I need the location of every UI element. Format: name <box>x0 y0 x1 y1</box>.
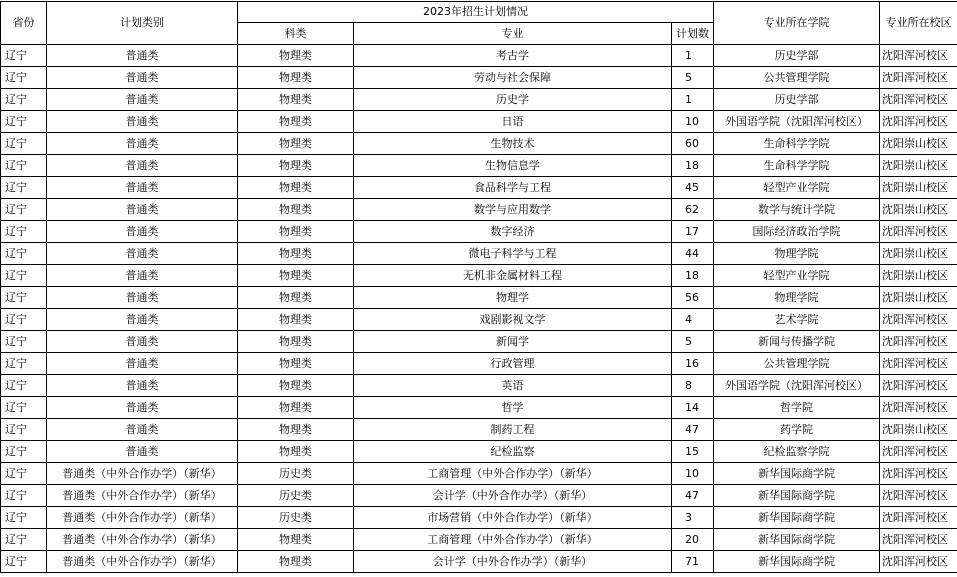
cell-plan-count: 1 <box>672 45 714 67</box>
cell-plan-category: 普通类 <box>47 419 238 441</box>
table-row <box>1 375 957 397</box>
cell-college: 轻型产业学院 <box>714 177 880 199</box>
cell-plan-category: 普通类 <box>47 309 238 331</box>
cell-subject: 历史类 <box>238 463 354 485</box>
cell-subject: 物理类 <box>238 287 354 309</box>
cell-plan-category: 普通类 <box>47 331 238 353</box>
cell-college: 轻型产业学院 <box>714 265 880 287</box>
cell-subject: 物理类 <box>238 133 354 155</box>
table-row <box>1 441 957 463</box>
table-row <box>1 111 957 133</box>
cell-college: 公共管理学院 <box>714 67 880 89</box>
cell-plan-count: 10 <box>672 463 714 485</box>
cell-plan-count: 15 <box>672 441 714 463</box>
cell-college: 新闻与传播学院 <box>714 331 880 353</box>
cell-subject: 物理类 <box>238 331 354 353</box>
cell-subject: 物理类 <box>238 419 354 441</box>
cell-plan-category: 普通类（中外合作办学）（新华） <box>47 463 238 485</box>
cell-campus: 沈阳浑河校区 <box>880 221 957 243</box>
cell-province: 辽宁 <box>1 155 47 177</box>
cell-plan-category: 普通类（中外合作办学）（新华） <box>47 507 238 529</box>
cell-campus: 沈阳浑河校区 <box>880 529 957 551</box>
cell-plan-count: 14 <box>672 397 714 419</box>
cell-plan-count: 5 <box>672 67 714 89</box>
header-plan-count: 计划数 <box>672 23 714 45</box>
cell-plan-count: 4 <box>672 309 714 331</box>
cell-province: 辽宁 <box>1 177 47 199</box>
cell-college: 外国语学院（沈阳浑河校区） <box>714 111 880 133</box>
cell-province: 辽宁 <box>1 507 47 529</box>
cell-subject: 物理类 <box>238 243 354 265</box>
table-row <box>1 287 957 309</box>
header-plan-category: 计划类别 <box>47 2 238 45</box>
cell-major: 工商管理（中外合作办学）（新华） <box>354 529 672 551</box>
table-row <box>1 485 957 507</box>
table-row <box>1 331 957 353</box>
cell-plan-count: 17 <box>672 221 714 243</box>
table-body <box>1 45 957 573</box>
table-row <box>1 419 957 441</box>
table-row <box>1 309 957 331</box>
table-row <box>1 45 957 67</box>
cell-plan-count: 56 <box>672 287 714 309</box>
cell-campus: 沈阳浑河校区 <box>880 111 957 133</box>
cell-plan-count: 62 <box>672 199 714 221</box>
cell-province: 辽宁 <box>1 287 47 309</box>
cell-province: 辽宁 <box>1 529 47 551</box>
cell-major: 生物信息学 <box>354 155 672 177</box>
cell-major: 纪检监察 <box>354 441 672 463</box>
cell-subject: 物理类 <box>238 89 354 111</box>
cell-major: 工商管理（中外合作办学）（新华） <box>354 463 672 485</box>
cell-campus: 沈阳崇山校区 <box>880 199 957 221</box>
header-major: 专业 <box>354 23 672 45</box>
cell-college: 纪检监察学院 <box>714 441 880 463</box>
cell-plan-count: 20 <box>672 529 714 551</box>
cell-province: 辽宁 <box>1 485 47 507</box>
cell-campus: 沈阳浑河校区 <box>880 551 957 573</box>
cell-major: 日语 <box>354 111 672 133</box>
cell-plan-category: 普通类 <box>47 287 238 309</box>
cell-major: 劳动与社会保障 <box>354 67 672 89</box>
cell-major: 制药工程 <box>354 419 672 441</box>
cell-plan-count: 47 <box>672 419 714 441</box>
cell-province: 辽宁 <box>1 111 47 133</box>
cell-subject: 物理类 <box>238 265 354 287</box>
cell-province: 辽宁 <box>1 551 47 573</box>
cell-subject: 历史类 <box>238 485 354 507</box>
cell-subject: 物理类 <box>238 155 354 177</box>
cell-major: 考古学 <box>354 45 672 67</box>
cell-campus: 沈阳崇山校区 <box>880 155 957 177</box>
cell-campus: 沈阳浑河校区 <box>880 485 957 507</box>
cell-campus: 沈阳浑河校区 <box>880 397 957 419</box>
cell-plan-category: 普通类 <box>47 199 238 221</box>
cell-subject: 历史类 <box>238 507 354 529</box>
cell-subject: 物理类 <box>238 177 354 199</box>
cell-campus: 沈阳浑河校区 <box>880 463 957 485</box>
cell-major: 新闻学 <box>354 331 672 353</box>
cell-plan-count: 5 <box>672 331 714 353</box>
cell-plan-category: 普通类 <box>47 397 238 419</box>
table-row <box>1 507 957 529</box>
cell-college: 历史学部 <box>714 45 880 67</box>
cell-major: 数学与应用数学 <box>354 199 672 221</box>
table-row <box>1 221 957 243</box>
cell-campus: 沈阳崇山校区 <box>880 133 957 155</box>
cell-campus: 沈阳浑河校区 <box>880 45 957 67</box>
cell-plan-count: 18 <box>672 265 714 287</box>
cell-subject: 物理类 <box>238 67 354 89</box>
cell-plan-category: 普通类 <box>47 265 238 287</box>
cell-major: 生物技术 <box>354 133 672 155</box>
cell-plan-category: 普通类 <box>47 45 238 67</box>
cell-province: 辽宁 <box>1 67 47 89</box>
cell-subject: 物理类 <box>238 221 354 243</box>
cell-plan-count: 60 <box>672 133 714 155</box>
cell-subject: 物理类 <box>238 353 354 375</box>
cell-plan-count: 3 <box>672 507 714 529</box>
cell-plan-count: 10 <box>672 111 714 133</box>
cell-plan-count: 18 <box>672 155 714 177</box>
cell-major: 无机非金属材料工程 <box>354 265 672 287</box>
cell-plan-count: 44 <box>672 243 714 265</box>
table-row <box>1 133 957 155</box>
cell-campus: 沈阳浑河校区 <box>880 441 957 463</box>
cell-province: 辽宁 <box>1 331 47 353</box>
cell-province: 辽宁 <box>1 353 47 375</box>
cell-plan-count: 8 <box>672 375 714 397</box>
cell-campus: 沈阳浑河校区 <box>880 89 957 111</box>
table-row <box>1 177 957 199</box>
cell-college: 新华国际商学院 <box>714 507 880 529</box>
cell-subject: 物理类 <box>238 199 354 221</box>
cell-plan-category: 普通类 <box>47 155 238 177</box>
cell-college: 生命科学学院 <box>714 155 880 177</box>
cell-province: 辽宁 <box>1 133 47 155</box>
cell-major: 哲学 <box>354 397 672 419</box>
cell-campus: 沈阳浑河校区 <box>880 507 957 529</box>
cell-college: 外国语学院（沈阳浑河校区） <box>714 375 880 397</box>
table-header <box>1 2 957 45</box>
cell-college: 物理学院 <box>714 243 880 265</box>
table-row <box>1 265 957 287</box>
cell-province: 辽宁 <box>1 309 47 331</box>
cell-college: 哲学院 <box>714 397 880 419</box>
cell-college: 新华国际商学院 <box>714 463 880 485</box>
cell-subject: 物理类 <box>238 309 354 331</box>
cell-plan-category: 普通类（中外合作办学）（新华） <box>47 529 238 551</box>
table-row <box>1 89 957 111</box>
cell-plan-category: 普通类 <box>47 111 238 133</box>
cell-campus: 沈阳崇山校区 <box>880 177 957 199</box>
table-row <box>1 463 957 485</box>
cell-subject: 物理类 <box>238 551 354 573</box>
cell-subject: 物理类 <box>238 111 354 133</box>
cell-campus: 沈阳崇山校区 <box>880 243 957 265</box>
cell-province: 辽宁 <box>1 199 47 221</box>
cell-major: 历史学 <box>354 89 672 111</box>
cell-province: 辽宁 <box>1 441 47 463</box>
header-campus: 专业所在校区 <box>880 2 957 45</box>
cell-major: 英语 <box>354 375 672 397</box>
cell-campus: 沈阳浑河校区 <box>880 67 957 89</box>
cell-plan-category: 普通类 <box>47 177 238 199</box>
cell-college: 生命科学学院 <box>714 133 880 155</box>
table-row <box>1 67 957 89</box>
cell-plan-category: 普通类 <box>47 221 238 243</box>
table-row <box>1 155 957 177</box>
cell-plan-count: 16 <box>672 353 714 375</box>
header-subject: 科类 <box>238 23 354 45</box>
cell-province: 辽宁 <box>1 463 47 485</box>
cell-campus: 沈阳浑河校区 <box>880 309 957 331</box>
cell-college: 艺术学院 <box>714 309 880 331</box>
cell-campus: 沈阳浑河校区 <box>880 353 957 375</box>
table-row <box>1 199 957 221</box>
table-row <box>1 551 957 573</box>
cell-major: 物理学 <box>354 287 672 309</box>
cell-college: 历史学部 <box>714 89 880 111</box>
cell-major: 食品科学与工程 <box>354 177 672 199</box>
cell-subject: 物理类 <box>238 441 354 463</box>
cell-plan-category: 普通类（中外合作办学）（新华） <box>47 485 238 507</box>
cell-plan-category: 普通类 <box>47 133 238 155</box>
header-province: 省份 <box>1 2 47 45</box>
cell-major: 会计学（中外合作办学）（新华） <box>354 485 672 507</box>
cell-college: 药学院 <box>714 419 880 441</box>
cell-college: 新华国际商学院 <box>714 485 880 507</box>
cell-province: 辽宁 <box>1 419 47 441</box>
table-row <box>1 397 957 419</box>
cell-major: 数字经济 <box>354 221 672 243</box>
cell-college: 公共管理学院 <box>714 353 880 375</box>
cell-campus: 沈阳崇山校区 <box>880 419 957 441</box>
cell-plan-count: 1 <box>672 89 714 111</box>
table-row <box>1 529 957 551</box>
enrollment-plan-table <box>0 1 957 573</box>
cell-college: 新华国际商学院 <box>714 551 880 573</box>
cell-major: 微电子科学与工程 <box>354 243 672 265</box>
cell-province: 辽宁 <box>1 221 47 243</box>
cell-subject: 物理类 <box>238 45 354 67</box>
header-college: 专业所在学院 <box>714 2 880 45</box>
cell-plan-category: 普通类 <box>47 243 238 265</box>
cell-major: 市场营销（中外合作办学）（新华） <box>354 507 672 529</box>
cell-subject: 物理类 <box>238 529 354 551</box>
cell-college: 物理学院 <box>714 287 880 309</box>
table-row <box>1 353 957 375</box>
cell-major: 会计学（中外合作办学）（新华） <box>354 551 672 573</box>
cell-plan-category: 普通类 <box>47 67 238 89</box>
cell-college: 数学与统计学院 <box>714 199 880 221</box>
table-row <box>1 243 957 265</box>
cell-college: 新华国际商学院 <box>714 529 880 551</box>
cell-plan-category: 普通类（中外合作办学）（新华） <box>47 551 238 573</box>
cell-campus: 沈阳崇山校区 <box>880 287 957 309</box>
cell-plan-category: 普通类 <box>47 375 238 397</box>
cell-province: 辽宁 <box>1 45 47 67</box>
cell-subject: 物理类 <box>238 397 354 419</box>
cell-plan-count: 45 <box>672 177 714 199</box>
cell-campus: 沈阳浑河校区 <box>880 331 957 353</box>
cell-province: 辽宁 <box>1 243 47 265</box>
cell-plan-category: 普通类 <box>47 441 238 463</box>
cell-province: 辽宁 <box>1 375 47 397</box>
cell-plan-count: 47 <box>672 485 714 507</box>
cell-subject: 物理类 <box>238 375 354 397</box>
cell-college: 国际经济政治学院 <box>714 221 880 243</box>
cell-plan-category: 普通类 <box>47 89 238 111</box>
cell-province: 辽宁 <box>1 265 47 287</box>
cell-plan-count: 71 <box>672 551 714 573</box>
cell-province: 辽宁 <box>1 89 47 111</box>
cell-major: 行政管理 <box>354 353 672 375</box>
header-group-title: 2023年招生计划情况 <box>238 2 714 23</box>
cell-campus: 沈阳浑河校区 <box>880 375 957 397</box>
cell-major: 戏剧影视文学 <box>354 309 672 331</box>
cell-province: 辽宁 <box>1 397 47 419</box>
cell-campus: 沈阳崇山校区 <box>880 265 957 287</box>
cell-plan-category: 普通类 <box>47 353 238 375</box>
